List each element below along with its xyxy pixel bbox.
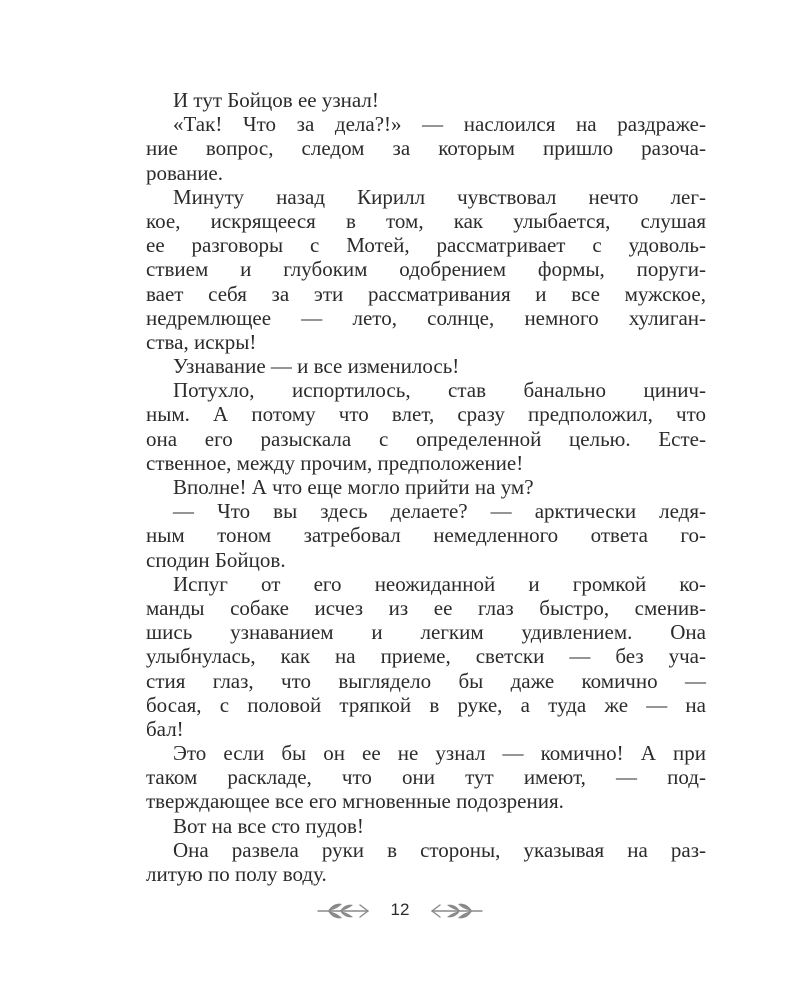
text-line: Испуг от его неожиданной и громкой ко- <box>173 571 706 596</box>
text-line: шись узнаванием и легким удивлением. Она <box>146 620 706 645</box>
text-line: литую по полу воду. <box>146 862 327 886</box>
text-line: рование. <box>146 160 224 185</box>
text-line: стия глаз, что выглядело бы даже комично — <box>146 668 706 693</box>
text-line: Вполне! А что еще могло прийти на ум? <box>173 475 534 499</box>
text-line: босая, с половой тряпкой в руке, а туда же — на <box>146 692 706 717</box>
leaf-sprig-left-icon <box>316 900 372 920</box>
text-line: И тут Бойцов ее узнал! <box>173 88 379 112</box>
text-line: тверждающее все его мгновенные подозрения. <box>146 789 564 814</box>
text-line: ства, искры! <box>146 329 257 354</box>
text-line: ным тоном затребовал немедленного ответа го- <box>146 523 706 548</box>
text-line: Потухло, испортилось, став банально цинич- <box>173 378 706 403</box>
text-line: ным. А потому что влет, сразу предположил, что <box>146 402 706 427</box>
text-line: сподин Бойцов. <box>146 547 286 572</box>
text-line: — Что вы здесь делаете? — арктически ледя- <box>173 499 706 524</box>
text-line: ствием и глубоким одобрением формы, поруги- <box>146 257 706 282</box>
text-line: она его разыскала с определенной целью. Есте- <box>146 426 706 451</box>
body-text <box>146 88 706 886</box>
text-line: вает себя за эти рассматривания и все мужское, <box>146 281 706 306</box>
text-line: таком раскладе, что они тут имеют, — под- <box>146 765 706 790</box>
text-line: Узнавание — и все изменилось! <box>173 354 460 379</box>
text-line: Это если бы он ее не узнал — комично! А при <box>173 741 706 766</box>
leaf-sprig-right-icon <box>428 900 484 920</box>
text-line: манды собаке исчез из ее глаз быстро, сменив- <box>146 595 706 620</box>
text-line: ственное, между прочим, предположение! <box>146 450 524 475</box>
text-line: кое, искрящееся в том, как улыбается, слушая <box>146 208 706 233</box>
text-line: ние вопрос, следом за которым пришло разоча- <box>146 136 706 161</box>
page-footer <box>0 895 800 925</box>
text-line: «Так! Что за дела?!» — наслоился на раздраже- <box>173 112 706 137</box>
page-number: 12 <box>390 900 410 919</box>
text-line: Вот на все сто пудов! <box>173 813 364 838</box>
text-line: бал! <box>146 716 184 741</box>
text-line: ее разговоры с Мотей, рассматривает с удоволь- <box>146 233 706 258</box>
text-line: улыбнулась, как на приеме, светски — без уча- <box>146 644 706 669</box>
text-line: Минуту назад Кирилл чувствовал нечто лег- <box>173 184 706 209</box>
text-line: недремлющее — лето, солнце, немного хулиган- <box>146 305 706 330</box>
text-line: Она развела руки в стороны, указывая на раз- <box>173 837 706 862</box>
